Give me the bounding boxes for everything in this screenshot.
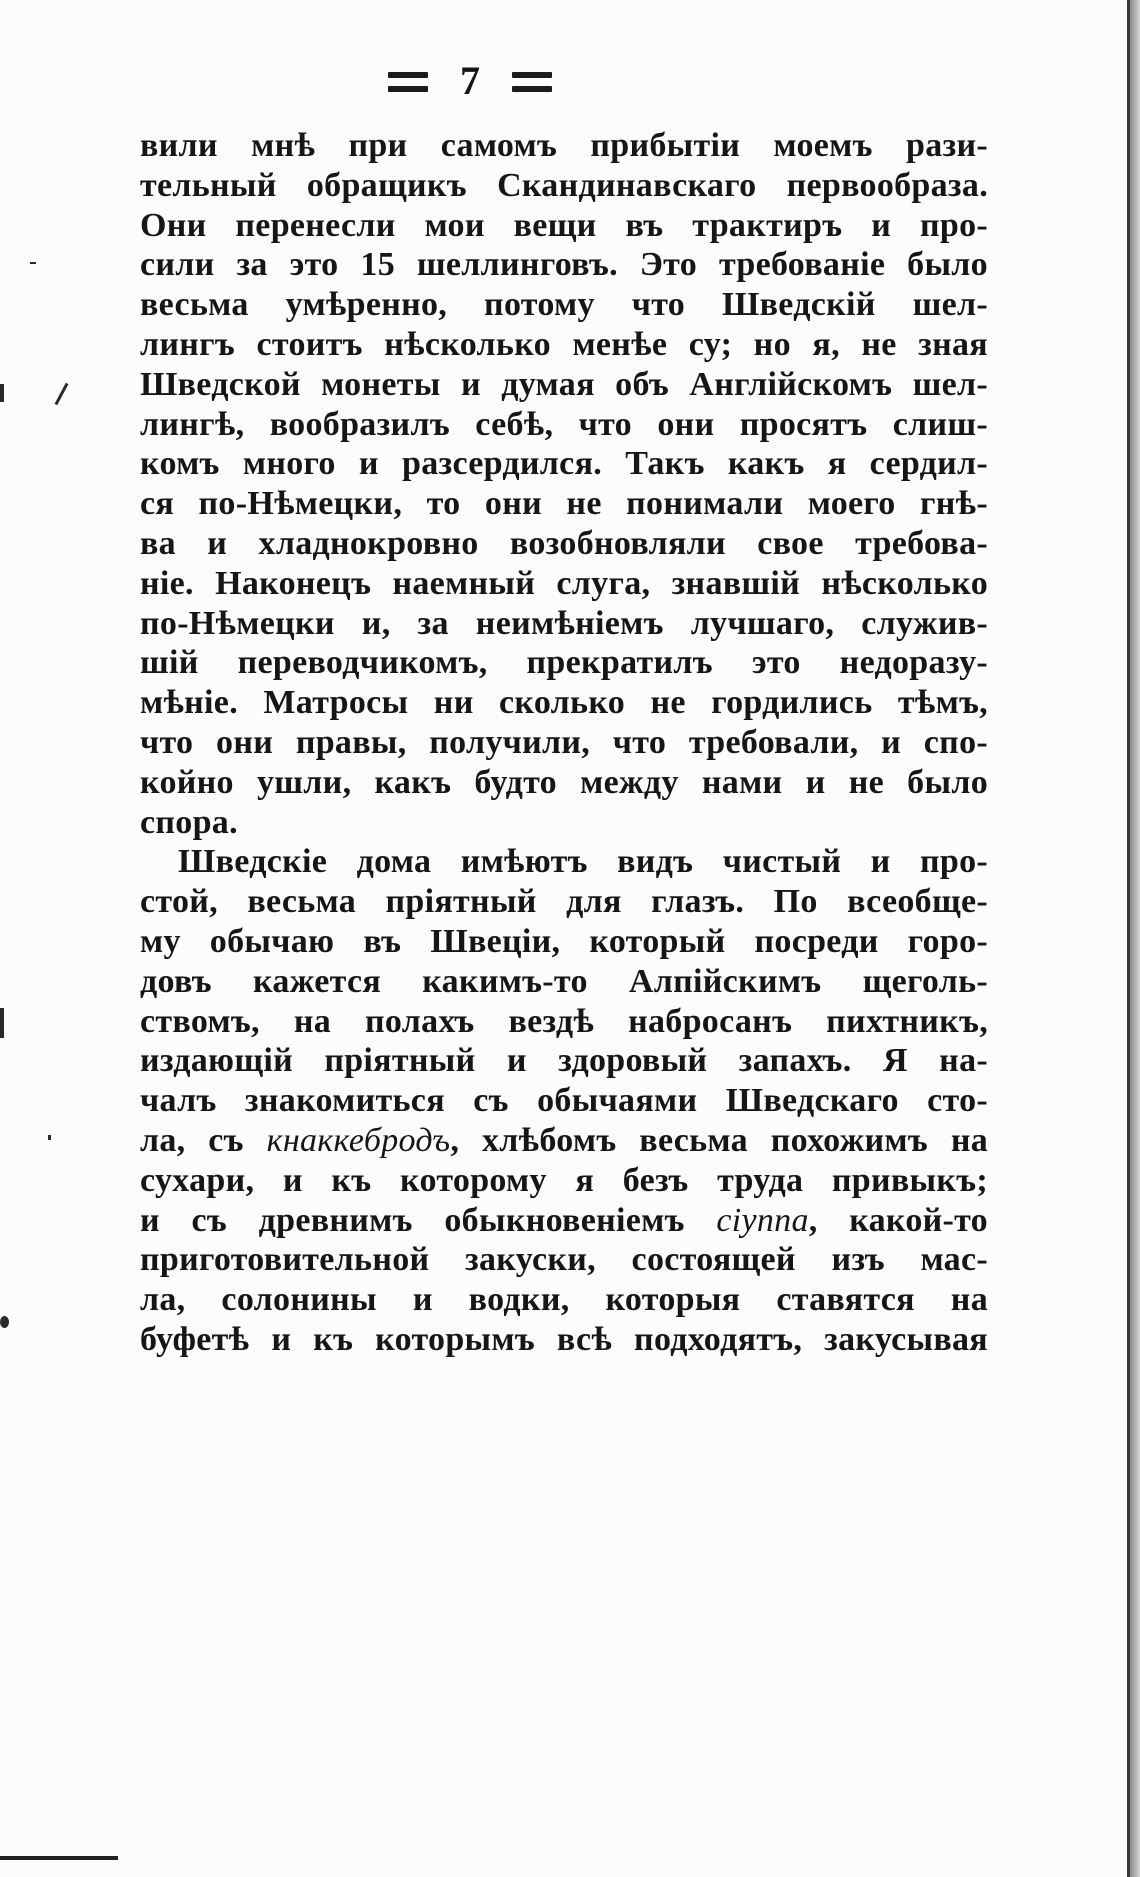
- text-line: Они перенесли мои вещи въ трактиръ и про-: [140, 206, 988, 244]
- text-line: весьма умѣренно, потому что Шведскій шел-: [140, 286, 988, 324]
- text-line: тельный обращикъ Скандинавскаго первообраза.: [140, 166, 988, 204]
- header-rule-right-bottom: [512, 86, 552, 92]
- scan-artifact: [48, 1135, 51, 1140]
- text-line: стой, весьма пріятный для глазъ. По всеобще-: [140, 883, 988, 921]
- scan-edge-line: [1127, 0, 1130, 1877]
- text-block: [140, 126, 988, 1360]
- text-line: комъ много и разсердился. Такъ какъ я сердил-: [140, 445, 988, 483]
- scan-artifact: [0, 384, 4, 402]
- text-line: мѣніе. Матросы ни сколько не гордились тѣмъ,: [140, 684, 988, 722]
- paragraph: [140, 126, 988, 842]
- text-line: сухари, и къ которому я безъ труда привыкъ;: [140, 1161, 988, 1199]
- paragraph: [140, 842, 988, 1359]
- text-line: ствомъ, на полахъ вездѣ набросанъ пихтникъ,: [140, 1002, 988, 1040]
- scan-artifact: [0, 1008, 4, 1038]
- text-line: довъ кажется какимъ-то Алпійскимъ щеголь-: [140, 962, 988, 1000]
- text-line: приготовительной закуски, состоящей изъ мас-: [140, 1241, 988, 1279]
- page-header: [388, 60, 552, 102]
- text-line: вили мнѣ при самомъ прибытіи моемъ рази-: [140, 127, 988, 164]
- text-line: издающій пріятный и здоровый запахъ. Я на-: [140, 1042, 988, 1080]
- text-line: ла, солонины и водки, которыя ставятся на: [140, 1281, 988, 1319]
- text-line: спора.: [140, 803, 238, 841]
- text-line: лингъ стоитъ нѣсколько менѣе су; но я, не зная: [140, 325, 988, 363]
- italic-term: сіуппа: [716, 1201, 809, 1239]
- text-line: что они правы, получили, что требовали, и спо-: [140, 723, 988, 761]
- text-line: лингѣ, вообразилъ себѣ, что они просятъ слиш-: [140, 405, 988, 443]
- header-rule-right-top: [512, 72, 552, 78]
- page-number: 7: [460, 58, 480, 103]
- italic-term: кнаккебродъ: [266, 1121, 451, 1159]
- text-line: ла, съ кнаккебродъ, хлѣбомъ весьма похожимъ на: [140, 1121, 988, 1159]
- text-line: ніе. Наконецъ наемный слуга, знавшій нѣсколько: [140, 564, 988, 602]
- text-line: по-Нѣмецки и, за неимѣніемъ лучшаго, служив-: [140, 604, 988, 642]
- text-line: ва и хладнокровно возобновляли свое требова-: [140, 524, 988, 562]
- scan-artifact: [30, 262, 36, 264]
- text-line: сили за это 15 шеллинговъ. Это требованіе было: [140, 246, 988, 284]
- text-line: буфетѣ и къ которымъ всѣ подходятъ, закусывая: [140, 1320, 988, 1358]
- text-line: койно ушли, какъ будто между нами и не было: [140, 763, 988, 801]
- scan-edge-shade: [1130, 0, 1140, 1877]
- text-line: му обычаю въ Швеціи, который посреди горо-: [140, 922, 988, 960]
- scan-artifact: [0, 1316, 9, 1328]
- text-line: Шведской монеты и думая объ Англійскомъ шел-: [140, 365, 988, 403]
- scan-artifact: [0, 1856, 118, 1860]
- text-line: и съ древнимъ обыкновеніемъ сіуппа, какой-то: [140, 1201, 988, 1239]
- text-line: шій переводчикомъ, прекратилъ это недоразу-: [140, 644, 988, 682]
- text-line: ся по-Нѣмецки, то они не понимали моего гнѣ-: [140, 485, 988, 523]
- text-line: Шведскіе дома имѣютъ видъ чистый и про-: [178, 843, 988, 881]
- text-line: чалъ знакомиться съ обычаями Шведскаго сто-: [140, 1082, 988, 1120]
- scan-artifact: [55, 383, 69, 406]
